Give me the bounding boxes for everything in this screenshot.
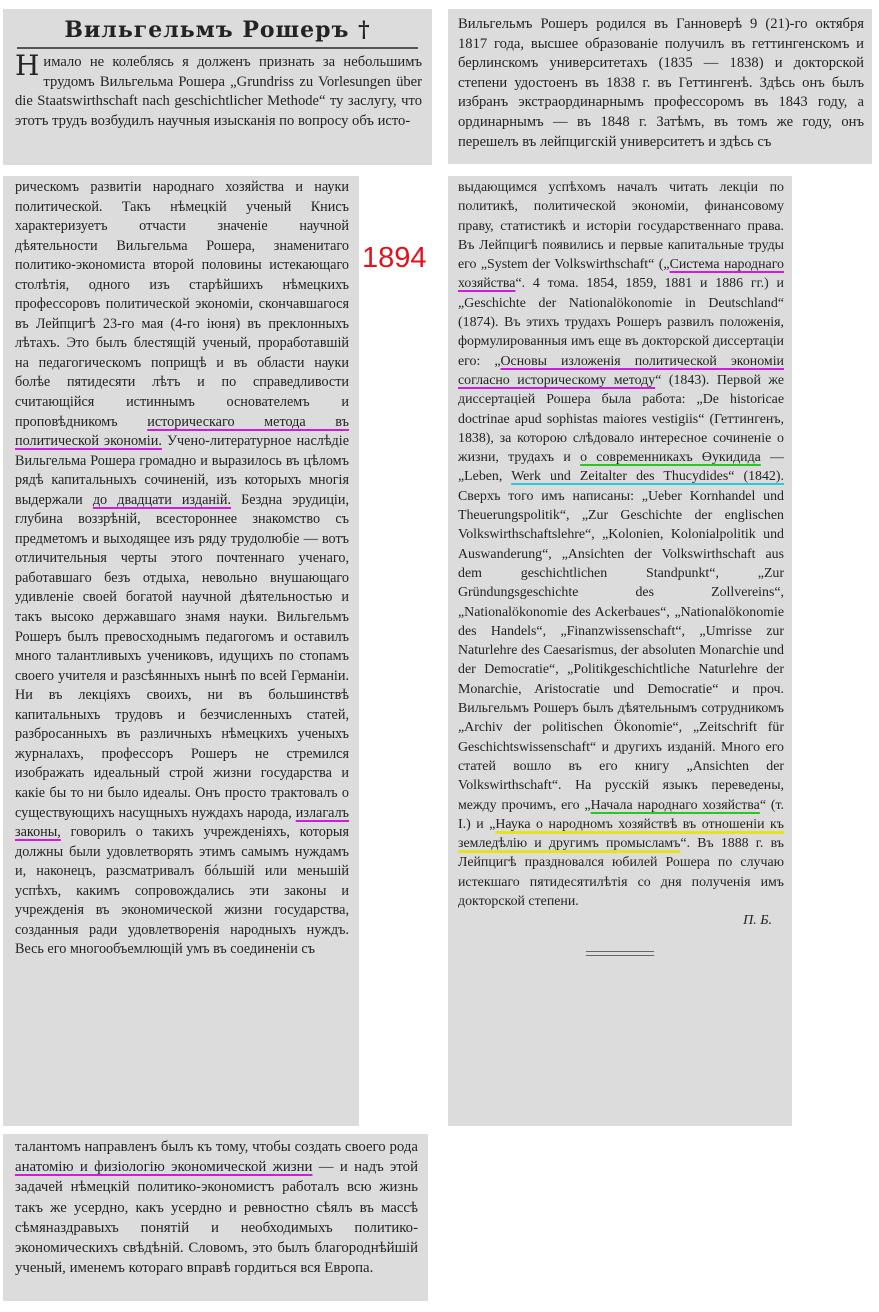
article-title: Вильгельмъ Рошеръ †: [64, 17, 371, 43]
left-main-clipping: [3, 176, 359, 1126]
highlight-thucydides-german: Werk und Zeitalter des Thucydides“ (1842).: [511, 469, 784, 485]
highlight-thucydides: о современникахъ Өукидида: [580, 450, 761, 466]
text-run: Учено-литературное наслѣдіе Вильгельма Рошера громадно и выразилось въ цѣломъ рядѣ капитальныхъ сочиненій, изъ которыхъ многія выдержали: [15, 433, 349, 508]
text-run: — и надъ этой задачей нѣмецкій политико-экономистъ работалъ всю жизнь такъ же усердно, какъ усердно и ревностно сѣялъ въ массѣ сѣмяназдравыхъ понятій и необходимыхъ политико-экономическихъ свѣдѣній. Словомъ, это былъ благороднѣйшій ученый, именемъ котораго вправѣ гордиться вся Европа.: [15, 1159, 419, 1277]
text-run: рическомъ развитіи народнаго хозяйства и науки политической. Такъ нѣмецкій ученый Книсъ характеризуетъ отчасти значеніе научной дѣятельности Вильгельма Рошера, знаменитаго политико-экономиста второй половины истекающаго столѣтія, одного изъ старѣйшихъ нѣмецкихъ профессоровъ политической экономіи, скончавшагося въ Лейпцигѣ 23-го мая (4-го іюня) въ преклонныхъ лѣтахъ. Это былъ блестящій ученый, проработавшій на педагогическомъ поприщѣ и въ области науки болѣе пятидесяти лѣтъ и по справедливости считающійся истиннымъ основателемъ и проповѣдникомъ: [15, 179, 349, 430]
highlight-science-agriculture: Наука о народномъ хозяйствѣ въ отношеніи къ земледѣлію и другимъ промысламъ: [458, 816, 784, 852]
signature: П. Б.: [743, 913, 772, 929]
right-main-text: [448, 178, 792, 911]
left-bottom-clipping: [3, 1134, 428, 1301]
highlight-laws: излагалъ законы,: [15, 804, 349, 841]
highlight-foundations: Основы изложенія политической экономіи согласно историческому методу: [458, 353, 784, 388]
text-run: “. 4 тома. 1854, 1859, 1881 и 1886 гг.) и „Geschichte der Nationalökonomie in Deutschland“ (1874). Въ этихъ трудахъ Рошеръ развилъ положенія, формулированныя имъ еще въ докторской диссертаціи его: „: [458, 276, 784, 369]
left-bottom-text: [3, 1137, 428, 1278]
end-rule: [586, 951, 654, 956]
text-run: талантомъ направленъ былъ къ тому, чтобы создать своего рода: [15, 1139, 418, 1155]
highlight-historical-method: историческаго метода въ политической экономіи.: [15, 413, 349, 450]
text-run: “ (1843). Первой же диссертаціей Рошера была работа: „De historicae doctrinae apud sophistas maiores vestigiis“ (Геттингенъ, 1838), за которою слѣдовало интересное сочиненіе о жизни, трудахъ и: [458, 372, 784, 466]
highlight-anatomy-physiology: анатомію и физіологію экономической жизни: [15, 1159, 313, 1176]
highlight-system-economy: Система народнаго хозяйства: [458, 257, 784, 292]
year-annotation: 1894: [362, 242, 427, 274]
text-run: Бездна эрудиціи, глубина воззрѣній, всестороннее знакомство съ предметомъ и выходящее изъ ряду трудолюбіе — вотъ отличительныя черты этого почтеннаго ученаго, работавшаго безъ отдыха, невольно внушающаго удивленіе своей богатой научной дѣятельностью и такъ высоко державшаго знамя науки. Вильгельмъ Рошеръ былъ превосходнымъ педагогомъ и оставилъ много талантливыхъ учениковъ, идущихъ по стопамъ своего учителя и разсѣянныхъ нынѣ по всей Германіи. Ни въ лекціяхъ своихъ, ни въ большинствѣ капитальныхъ трудовъ и безчисленныхъ статей, разбросанныхъ въ различныхъ нѣмецкихъ ученыхъ журналахъ, профессоръ Рошеръ не стремился изображать идеальный строй жизни государства и какіе бы то ни было идеалы. Онъ просто трактовалъ о существующихъ насущныхъ нуждахъ народа,: [15, 491, 349, 821]
right-main-clipping: [448, 176, 792, 1126]
text-run: Сверхъ того имъ написаны: „Ueber Kornhandel und Theuerungspolitik“, „Zur Geschichte der englischen Volkswirthschaftslehre“, „Kolonien, Kolonialpolitik und Auswanderung“, „Ansichten der Volkswirthschaft aus dem geschichtlichen Standpunkt“, „Zur Gründungsgeschichte des Zollvereins“, „Nationalökonomie des Ackerbaues“, „Nationalökonomie des Handels“, „Finanzwissenschaft“, „Umrisse zur Naturlehre des Caesarismus, der absoluten Monarchie und der Democratie“, „Politikgeschichtliche Naturlehre der Monarchie, Aristocratie und Democratie“ и проч. Вильгельмъ Рошеръ былъ дѣятельнымъ сотрудникомъ „Archiv der politischen Ökonomie“, „Zeitschrift für Geschichtswissenschaft“ и другихъ изданій. Много его статей вошло въ его книгу „Ansichten der Volkswirthschaft“. На русскій языкъ переведены, между прочимъ, его „: [458, 488, 784, 813]
text-run: “ (т. I.) и „: [458, 797, 784, 832]
right-top-clipping: [448, 9, 872, 164]
text-run: говорилъ о такихъ учрежденіяхъ, которыя должны были удовлетворять этимъ самымъ нуждамъ и, наконецъ, разсматривалъ бóльшій или меньшій успѣхъ, какимъ сопровождались эти законы и учрежденія въ экономической жизни государства, созданныя ради удовлетворенія народныхъ нуждъ. Весь его многообъемлющій умъ въ соединеніи съ: [15, 824, 349, 958]
left-top-clipping: [3, 9, 432, 165]
left-top-body: имало не колеблясь я долженъ признать за небольшимъ трудомъ Вильгельма Рошера „Grundriss zu Vorlesungen über die Staatswirthschaft nach geschichtlicher Methode“ ту заслугу, что этотъ трудъ возбудилъ научныя изысканія по вопросу объ исто-: [15, 54, 422, 129]
text-run: выдающимся успѣхомъ началъ читать лекціи по политикѣ, политической экономіи, финансовому праву, статистикѣ и исторіи государственнаго права. Въ Лейпцигѣ появились и первые капитальные труды его „System der Volkswirthschaft“ („: [458, 180, 784, 273]
text-run: — „Leben,: [458, 450, 784, 485]
right-top-text: Вильгельмъ Рошеръ родился въ Ганноверѣ 9 (21)-го октября 1817 года, высшее образованіе получилъ въ геттингенскомъ и берлинскомъ университетахъ (1835 — 1838) и докторской степени удостоенъ въ 1838 г. въ Геттингенѣ. Здѣсь онъ былъ избранъ экстраординарнымъ профессоромъ въ 1843 году, а ординарнымъ — въ 1848 г. Затѣмъ, въ томъ же году, онъ перешелъ въ лейпцигскій университетъ и здѣсь съ: [458, 16, 864, 150]
text-run: “. Въ 1888 г. въ Лейпцигѣ праздновался юбилей Рошера по случаю истекшаго пятидесятилѣтія со дня полученія имъ докторской степени.: [458, 836, 784, 909]
highlight-principles: Начала народнаго хозяйства: [590, 797, 760, 813]
left-top-text: [3, 49, 432, 131]
highlight-twenty-editions: до двадцати изданій.: [92, 491, 232, 508]
drop-cap: Н: [15, 49, 40, 82]
left-main-text: [3, 178, 359, 960]
title-rule: [17, 47, 418, 49]
